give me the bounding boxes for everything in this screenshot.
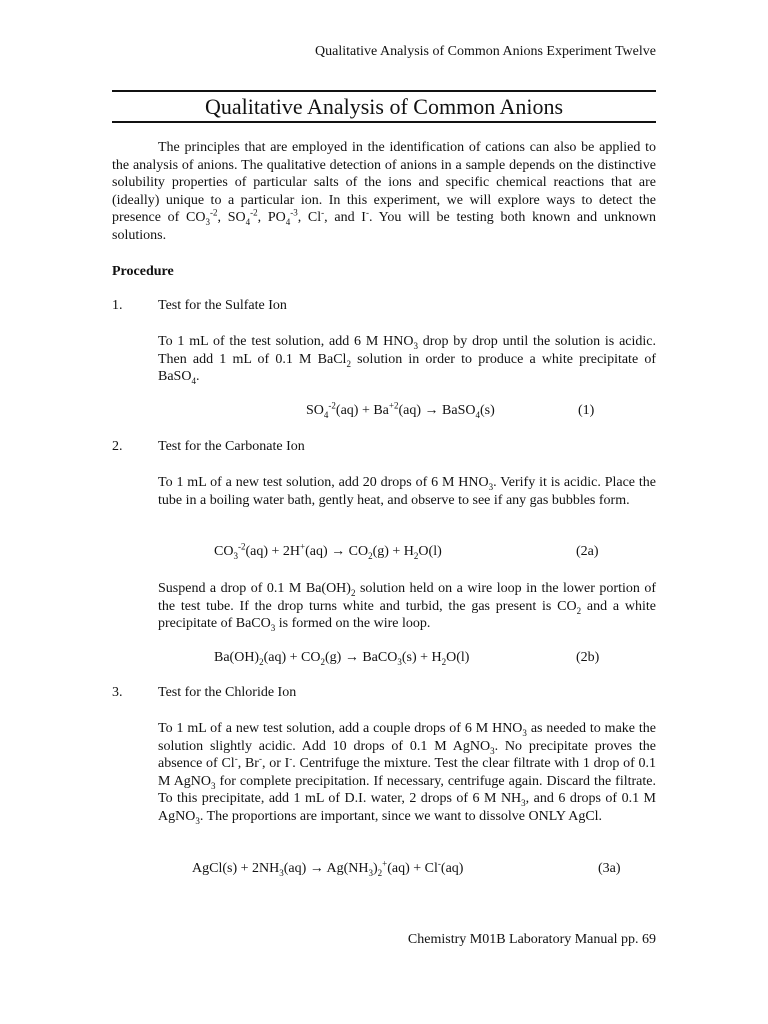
running-header: Qualitative Analysis of Common Anions Experiment Twelve [315,44,656,59]
equation-2b: $Ba(OH)_2(aq) + CO_2(g)$ → BaCO$_3$(s) + $H_2O(l)$ [214,650,470,667]
equation-number: (2a) [576,544,599,559]
equation-number: (1) [578,403,595,418]
sulfate-procedure-text: To 1 mL of the test solution, add 6 M $HNO_3$ drop by drop until the solution is acidic. Then add 1 mL of 0.1 M BaCl$_2$ solution in order to produce a white precipitate of BaSO$_4$. [158,334,656,386]
step-title: Test for the Carbonate Ion [158,439,305,454]
title-bottom-rule [112,121,656,123]
step-number: 2. [112,439,123,454]
chloride-procedure-text: To 1 mL of a new test solution, add a couple drops of 6 M $HNO_3$ as needed to make the solution slightly acidic. Add 10 drops of 0.1 M AgNO$_3$. No precipitate proves the absence of Cl-, Br-, or I-. Centrifuge the mixture. Test the clear filtrate with 1 drop of 0.1 M AgNO$_3$ for complete precipitation. If necessary, centrifuge again. Discard the filtrate. To this precipitate, add 1 mL of D.I. water, 2 drops of 6 M $NH_3$, and 6 drops of 0.1 M AgNO$_3$. The proportions are important, since we want to dissolve ONLY AgCl. [158,721,656,826]
equation-number: (3a) [598,861,621,876]
equation-number: (2b) [576,650,600,665]
carbonate-procedure-text: To 1 mL of a new test solution, add 20 drops of 6 M $HNO_3$. Verify it is acidic. Place the tube in a boiling water bath, gently heat, and observe to see if any gas bubbles form. [158,475,656,508]
page-title: Qualitative Analysis of Common Anions [204,94,564,119]
title-top-rule [112,90,656,92]
equation-2a: $CO_3^{-2}(aq) + 2H^+(aq) \to CO_2(g) + H_2O(l)$ [214,541,442,561]
intro-paragraph: The principles that are employed in the identification of cations can also be applied to the analysis of anions. The qualitative detection of anions in a sample depends on the distinctive solubility properties of particular salts of the ions and specific chemical reactions that are (ideally) unique to a particular ion. In this experiment, we will explore ways to detect the presence of $CO_3^{-2}$, $SO_4^{-2}$, $PO_4^{-3}$, Cl-, and I-. You will be testing both known and unknown solutions. [112,140,656,243]
step-title: Test for the Sulfate Ion [158,298,287,313]
page-footer: Chemistry M01B Laboratory Manual pp. 69 [407,932,656,947]
step-number: 3. [112,685,123,700]
step-title: Test for the Chloride Ion [158,685,297,700]
equation-1: $SO_4^{-2}(aq) + Ba^{+2}(aq)$ → BaSO$_4$(s) [306,400,495,420]
procedure-heading: Procedure [112,264,174,279]
step-number: 1. [112,298,123,313]
equation-3a: AgCl(s) + $2NH_3(aq) \to Ag(NH_3)_2^+(aq) + Cl^-(aq)$ [192,858,464,878]
carbonate-confirm-text: Suspend a drop of 0.1 M $Ba(OH)_2$ solution held on a wire loop in the lower portion of the test tube. If the drop turns white and turbid, the gas present is $CO_2$ and a white precipitate of BaCO$_3$ is formed on the wire loop. [158,581,657,633]
